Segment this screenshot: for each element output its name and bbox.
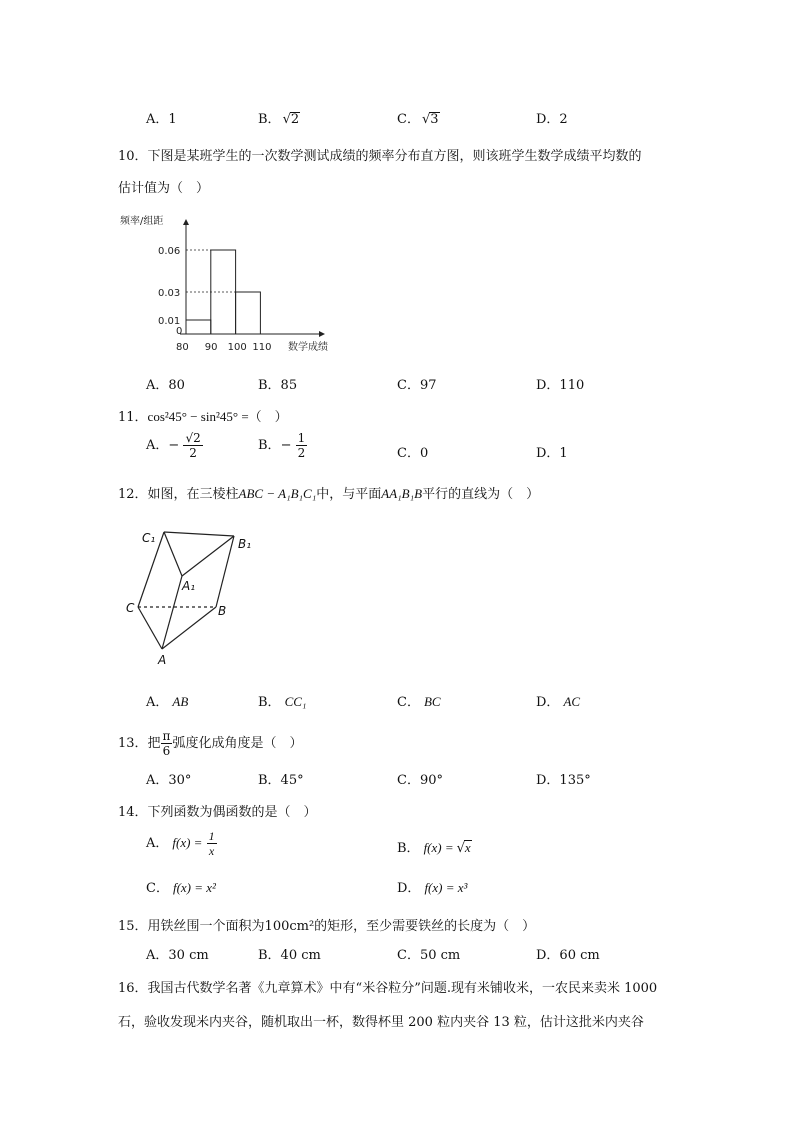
q12-option-a: A． AB	[146, 694, 189, 710]
q14-option-d: D． f(x) = x³	[397, 880, 468, 896]
q14-option-c: C． f(x) = x²	[146, 880, 216, 896]
q11-option-d: D．1	[536, 446, 568, 461]
histogram-bar	[236, 292, 261, 334]
q16-line2: 石，验收发现米内夹谷，随机取出一杯，数得杯里 200 粒内夹谷 13 粒，估计这批米内夹谷	[118, 1015, 644, 1030]
q15-stem: 15．用铁丝围一个面积为100cm²的矩形，至少需要铁丝的长度为（ ）	[118, 919, 536, 934]
q12-option-b: B． CC₁	[258, 694, 307, 710]
q13-option-b: B．45°	[258, 773, 304, 788]
histogram-xlabel: 数学成绩	[288, 342, 328, 353]
q14-option-b: B． f(x) = √x	[397, 840, 471, 856]
q13-stem: 13．把 $\frac{\pi}{6}$ 弧度化成角度是（ ）	[118, 729, 303, 758]
x-tick-label: 90	[204, 342, 218, 353]
q9-option-a: A．1	[146, 112, 177, 127]
q13-option-a: A．30°	[146, 773, 192, 788]
q9-option-d: D．2	[536, 112, 568, 127]
histogram-bar	[186, 320, 211, 334]
y-tick-label: 0.06	[158, 246, 181, 257]
y-tick-label: 0.01	[158, 316, 181, 327]
prism-figure	[118, 522, 278, 672]
q13-option-d: D．135°	[536, 773, 591, 788]
q10-option-a: A．80	[146, 378, 185, 393]
q11-option-b: B．− $\frac{1}{2}$	[258, 431, 306, 460]
vertex-a1: A₁	[182, 579, 196, 593]
q10-stem-line2: 估计值为（ ）	[118, 181, 210, 196]
vertex-b: B	[218, 604, 227, 618]
q10-option-b: B．85	[258, 378, 298, 393]
q9-option-b: B． √2	[258, 112, 300, 127]
frequency-histogram	[118, 212, 358, 360]
vertex-b1: B₁	[238, 537, 252, 551]
x-tick-label: 80	[176, 342, 189, 353]
q11-stem: 11．cos²45° − sin²45° =（ ）	[118, 409, 288, 425]
histogram-ylabel: 频率/组距	[120, 216, 164, 227]
q9-option-c: C． √3	[397, 112, 439, 127]
q15-option-a: A．30 cm	[146, 948, 209, 963]
q12-stem: 12．如图，在三棱柱ABC − A₁B₁C₁中，与平面AA₁B₁B平行的直线为（ ）	[118, 486, 540, 502]
q11-option-a: A．− $\frac{√2}{2}$	[146, 431, 201, 460]
q10-stem-line1: 10．下图是某班学生的一次数学测试成绩的频率分布直方图，则该班学生数学成绩平均数的	[118, 149, 642, 164]
q12-option-c: C． BC	[397, 694, 441, 710]
y-tick-label: 0	[176, 326, 183, 337]
q11-option-c: C．0	[397, 446, 429, 461]
q15-option-b: B．40 cm	[258, 948, 321, 963]
vertex-c: C	[126, 601, 135, 615]
q15-option-d: D．60 cm	[536, 948, 600, 963]
q16-line1: 16．我国古代数学名著《九章算术》中有“米谷粒分”问题.现有米铺收米，一农民来卖米 1000	[118, 981, 658, 996]
vertex-c1: C₁	[142, 531, 156, 545]
x-tick-label: 100	[227, 342, 247, 353]
x-tick-label: 110	[252, 342, 272, 353]
q10-option-d: D．110	[536, 378, 585, 393]
q15-option-c: C．50 cm	[397, 948, 461, 963]
q14-stem: 14．下列函数为偶函数的是（ ）	[118, 805, 317, 820]
q14-option-a: A． f(x) = $\frac{1}{x}$	[146, 829, 215, 858]
q12-option-d: D． AC	[536, 694, 581, 710]
y-tick-label: 0.03	[158, 288, 181, 299]
q10-option-c: C．97	[397, 378, 437, 393]
q13-option-c: C．90°	[397, 773, 443, 788]
vertex-a: A	[158, 653, 167, 667]
